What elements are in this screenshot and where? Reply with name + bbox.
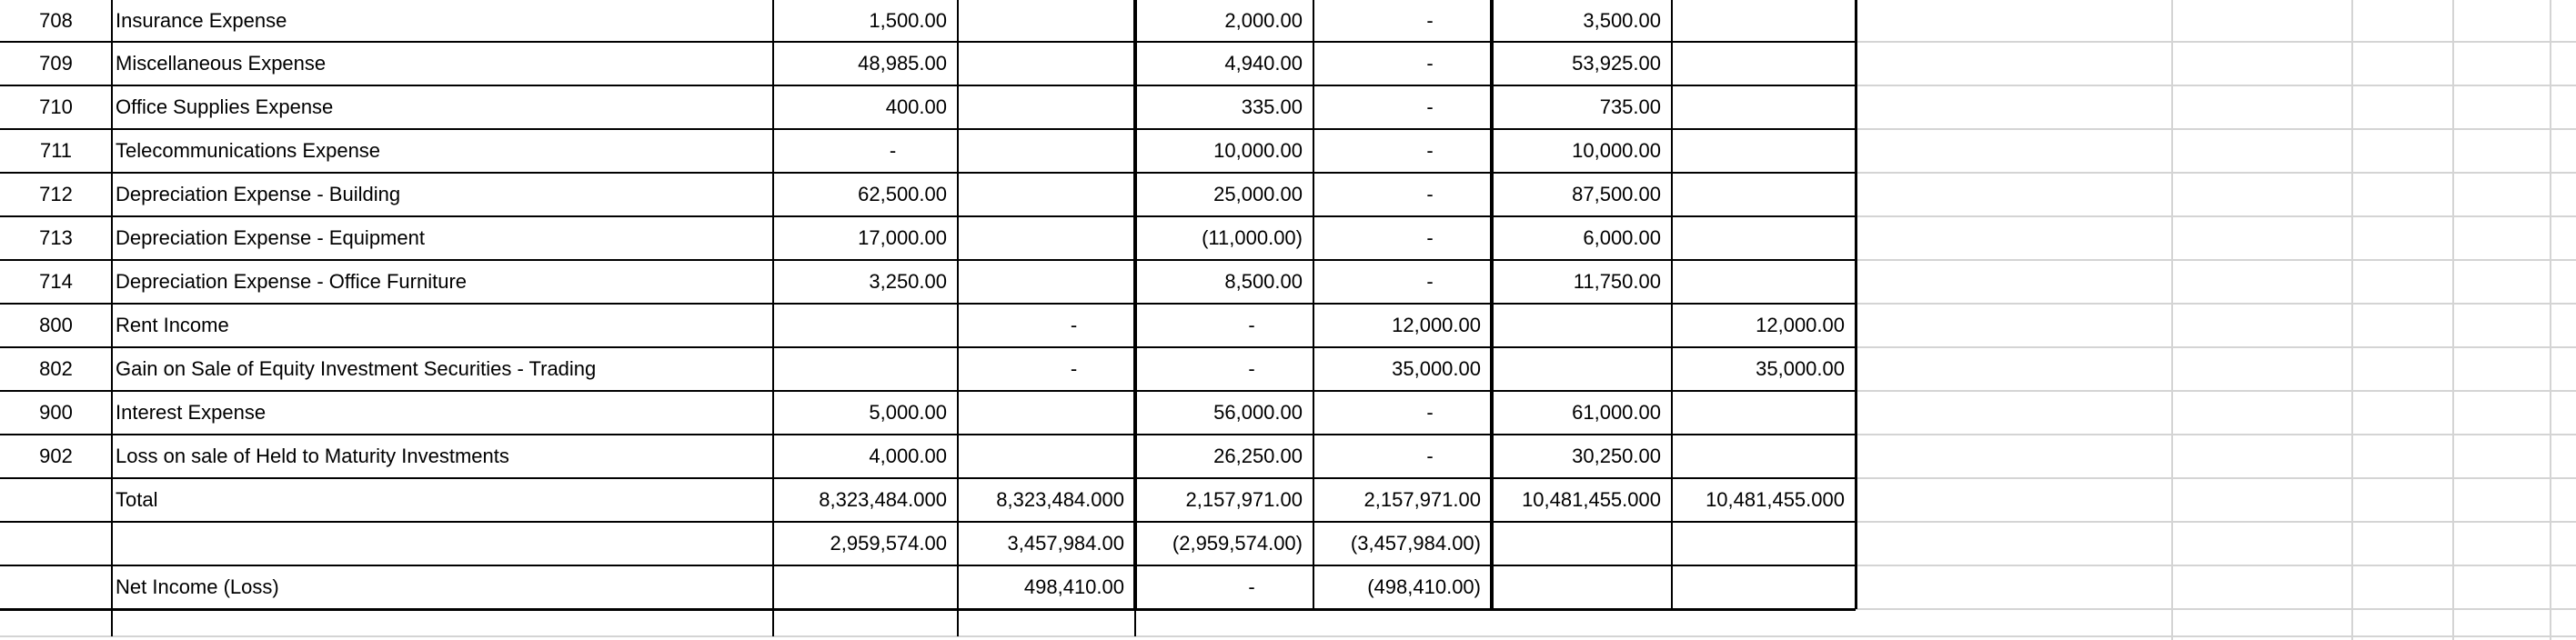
adjustments-debit-cell[interactable]: 8,500.00 bbox=[1224, 270, 1303, 293]
difference-trial-balance-debit[interactable]: 2,959,574.00 bbox=[830, 532, 947, 555]
account-name-cell[interactable]: Depreciation Expense - Equipment bbox=[116, 226, 425, 249]
trial-balance-debit-cell[interactable]: - bbox=[889, 139, 897, 162]
account-number-cell[interactable]: 709 bbox=[39, 52, 73, 75]
trial-balance-credit-cell[interactable] bbox=[958, 0, 1135, 42]
row-border bbox=[1856, 41, 2576, 43]
adjustments-debit-cell[interactable]: 2,000.00 bbox=[1224, 9, 1303, 32]
trial-balance-credit-cell[interactable] bbox=[958, 129, 1135, 173]
trial-balance-credit-cell[interactable] bbox=[958, 216, 1135, 260]
trial-balance-credit-cell[interactable] bbox=[958, 435, 1135, 478]
account-name-cell[interactable]: Depreciation Expense - Office Furniture bbox=[116, 270, 467, 293]
income-statement-debit-cell[interactable]: 53,925.00 bbox=[1572, 52, 1661, 75]
trial-balance-debit-cell[interactable] bbox=[773, 304, 958, 347]
income-statement-credit-cell[interactable] bbox=[1672, 435, 1856, 478]
income-statement-credit-cell[interactable] bbox=[1672, 42, 1856, 85]
adjustments-debit-cell[interactable]: 25,000.00 bbox=[1213, 183, 1303, 205]
account-number-cell[interactable]: 710 bbox=[39, 95, 73, 118]
total-income-statement-debit[interactable]: 10,481,455.000 bbox=[1522, 488, 1661, 511]
adjustments-credit-cell[interactable]: 12,000.00 bbox=[1392, 314, 1481, 336]
account-number-cell[interactable]: 713 bbox=[39, 226, 73, 249]
account-number-cell[interactable]: 708 bbox=[39, 9, 73, 32]
row-border bbox=[1856, 303, 2576, 305]
account-number-cell[interactable]: 712 bbox=[39, 183, 73, 205]
row-border bbox=[1856, 521, 2576, 523]
difference-adjustments-credit[interactable]: (3,457,984.00) bbox=[1350, 532, 1481, 555]
income-statement-debit-cell[interactable]: 10,000.00 bbox=[1572, 139, 1661, 162]
income-statement-debit-cell[interactable]: 61,000.00 bbox=[1572, 401, 1661, 424]
adjustments-debit-cell[interactable]: (11,000.00) bbox=[1202, 226, 1303, 249]
account-number-cell[interactable]: 800 bbox=[39, 314, 73, 336]
trial-balance-debit-cell[interactable]: 3,250.00 bbox=[869, 270, 947, 293]
row-border bbox=[1856, 259, 2576, 261]
row-border bbox=[1856, 85, 2576, 86]
trial-balance-credit-cell[interactable] bbox=[958, 42, 1135, 85]
trial-balance-credit-cell[interactable]: - bbox=[1070, 314, 1078, 336]
trial-balance-debit-cell[interactable]: 5,000.00 bbox=[869, 401, 947, 424]
adjustments-credit-cell[interactable]: - bbox=[1426, 9, 1434, 32]
account-name-cell[interactable]: Gain on Sale of Equity Investment Securities - Trading bbox=[116, 357, 597, 380]
account-name-cell[interactable]: Rent Income bbox=[116, 314, 229, 336]
total-income-statement-credit[interactable]: 10,481,455.000 bbox=[1706, 488, 1845, 511]
adjustments-credit-cell[interactable]: - bbox=[1426, 445, 1434, 467]
net-income-adjustments-debit[interactable]: - bbox=[1248, 575, 1255, 598]
trial-balance-credit-cell[interactable] bbox=[958, 85, 1135, 129]
account-name-cell[interactable]: Interest Expense bbox=[116, 401, 267, 424]
income-statement-credit-cell[interactable] bbox=[1672, 391, 1856, 435]
income-statement-credit-cell[interactable]: 35,000.00 bbox=[1756, 357, 1845, 380]
net-income-label[interactable]: Net Income (Loss) bbox=[116, 575, 279, 598]
trial-balance-debit-cell[interactable]: 400.00 bbox=[885, 95, 947, 118]
income-statement-debit-cell[interactable] bbox=[1492, 347, 1672, 391]
row-border bbox=[1856, 215, 2576, 217]
adjustments-debit-cell[interactable]: 10,000.00 bbox=[1213, 139, 1303, 162]
adjustments-credit-cell[interactable]: 35,000.00 bbox=[1392, 357, 1481, 380]
adjustments-debit-cell[interactable]: 4,940.00 bbox=[1224, 52, 1303, 75]
account-name-cell[interactable]: Office Supplies Expense bbox=[116, 95, 334, 118]
adjustments-credit-cell[interactable]: - bbox=[1426, 183, 1434, 205]
difference-adjustments-debit[interactable]: (2,959,574.00) bbox=[1172, 532, 1303, 555]
trial-balance-debit-cell[interactable]: 17,000.00 bbox=[858, 226, 947, 249]
account-number-cell[interactable]: 900 bbox=[39, 401, 73, 424]
trial-balance-debit-cell[interactable]: 62,500.00 bbox=[858, 183, 947, 205]
income-statement-debit-cell[interactable] bbox=[1492, 304, 1672, 347]
adjustments-credit-cell[interactable]: - bbox=[1426, 52, 1434, 75]
account-number-cell[interactable]: 902 bbox=[39, 445, 73, 467]
total-adjustments-credit[interactable]: 2,157,971.00 bbox=[1363, 488, 1481, 511]
adjustments-debit-cell[interactable]: - bbox=[1248, 314, 1255, 336]
income-statement-credit-cell[interactable] bbox=[1672, 173, 1856, 216]
income-statement-credit-cell[interactable] bbox=[1672, 129, 1856, 173]
account-name-cell[interactable]: Loss on sale of Held to Maturity Investments bbox=[116, 445, 509, 467]
income-statement-debit-cell[interactable]: 3,500.00 bbox=[1583, 9, 1661, 32]
net-income-trial-balance-credit[interactable]: 498,410.00 bbox=[1023, 575, 1124, 598]
trial-balance-credit-cell[interactable] bbox=[958, 260, 1135, 304]
account-number-cell[interactable]: 711 bbox=[39, 139, 73, 162]
income-statement-credit-cell[interactable] bbox=[1672, 260, 1856, 304]
net-income-adjustments-credit[interactable]: (498,410.00) bbox=[1367, 575, 1481, 598]
row-border bbox=[1856, 434, 2576, 435]
adjustments-credit-cell[interactable]: - bbox=[1426, 226, 1434, 249]
trial-balance-debit-cell[interactable]: 48,985.00 bbox=[858, 52, 947, 75]
adjustments-credit-cell[interactable]: - bbox=[1426, 270, 1434, 293]
income-statement-credit-cell[interactable] bbox=[1672, 216, 1856, 260]
account-name-cell[interactable]: Miscellaneous Expense bbox=[116, 52, 327, 75]
account-name-cell[interactable]: Insurance Expense bbox=[116, 9, 287, 32]
row-border bbox=[1856, 565, 2576, 566]
adjustments-credit-cell[interactable]: - bbox=[1426, 95, 1434, 118]
income-statement-debit-cell[interactable]: 735.00 bbox=[1599, 95, 1661, 118]
income-statement-debit-cell[interactable]: 87,500.00 bbox=[1572, 183, 1661, 205]
income-statement-credit-cell[interactable] bbox=[1672, 85, 1856, 129]
account-name-cell[interactable]: Depreciation Expense - Building bbox=[116, 183, 401, 205]
column-border bbox=[2452, 0, 2454, 640]
adjustments-debit-cell[interactable]: 26,250.00 bbox=[1213, 445, 1303, 467]
account-name-cell[interactable]: Telecommunications Expense bbox=[116, 139, 381, 162]
account-number-cell[interactable]: 714 bbox=[39, 270, 73, 293]
row-border bbox=[1856, 477, 2576, 479]
trial-balance-credit-cell[interactable] bbox=[958, 391, 1135, 435]
income-statement-debit-cell[interactable]: 30,250.00 bbox=[1572, 445, 1661, 467]
trial-balance-debit-cell[interactable]: 1,500.00 bbox=[869, 9, 947, 32]
income-statement-credit-cell[interactable]: 12,000.00 bbox=[1756, 314, 1845, 336]
column-border bbox=[2550, 0, 2551, 640]
income-statement-debit-cell[interactable]: 11,750.00 bbox=[1573, 270, 1661, 293]
column-border bbox=[2351, 0, 2353, 640]
income-statement-debit-cell[interactable]: 6,000.00 bbox=[1583, 226, 1661, 249]
row-border bbox=[0, 635, 2576, 637]
adjustments-credit-cell[interactable]: - bbox=[1426, 401, 1434, 424]
trial-balance-debit-cell[interactable]: 4,000.00 bbox=[869, 445, 947, 467]
column-border bbox=[2171, 0, 2173, 640]
adjustments-credit-cell[interactable]: - bbox=[1426, 139, 1434, 162]
trial-balance-credit-cell[interactable]: - bbox=[1070, 357, 1078, 380]
total-trial-balance-debit[interactable]: 8,323,484.000 bbox=[819, 488, 947, 511]
trial-balance-credit-cell[interactable] bbox=[958, 173, 1135, 216]
income-statement-credit-cell[interactable] bbox=[1672, 0, 1856, 42]
row-border bbox=[1856, 172, 2576, 174]
adjustments-debit-cell[interactable]: 56,000.00 bbox=[1213, 401, 1303, 424]
adjustments-debit-cell[interactable]: - bbox=[1248, 357, 1255, 380]
total-label[interactable]: Total bbox=[116, 488, 158, 511]
row-border bbox=[1856, 608, 2576, 610]
difference-trial-balance-credit[interactable]: 3,457,984.00 bbox=[1007, 532, 1124, 555]
total-adjustments-debit[interactable]: 2,157,971.00 bbox=[1185, 488, 1303, 511]
trial-balance-debit-cell[interactable] bbox=[773, 347, 958, 391]
row-border bbox=[1856, 346, 2576, 348]
account-number-cell[interactable]: 802 bbox=[39, 357, 73, 380]
total-trial-balance-credit[interactable]: 8,323,484.000 bbox=[996, 488, 1124, 511]
adjustments-debit-cell[interactable]: 335.00 bbox=[1241, 95, 1303, 118]
row-border bbox=[1856, 390, 2576, 392]
row-border bbox=[1856, 128, 2576, 130]
